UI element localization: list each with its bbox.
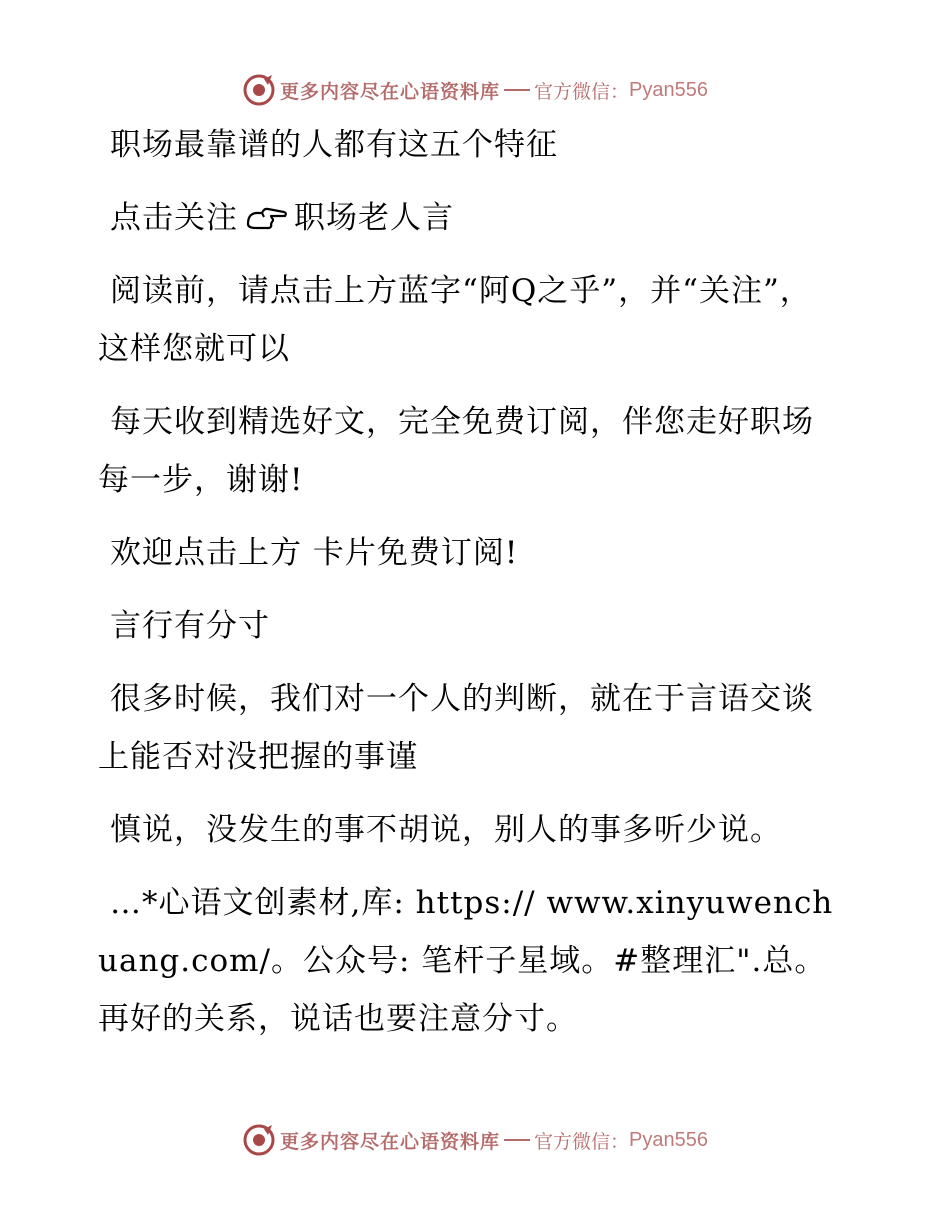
banner-text: 更多内容尽在心语资料库	[280, 1130, 501, 1153]
intro-paragraph-1: 阅读前，请点击上方蓝字“阿Q之乎”，并“关注”，这样您就可以	[98, 273, 812, 367]
follow-prefix: 点击关注	[110, 200, 238, 236]
body-paragraph-3: …*心语文创素材,库: https:// www.xinyuwenchuang.com/。公众号: 笔杆子星域。#整理汇".总。再好的关系，说话也要注意分寸。	[98, 885, 834, 1037]
banner-divider	[504, 1139, 530, 1141]
banner-wechat-id: Pyan556	[629, 78, 708, 101]
banner-label: 官方微信：	[534, 80, 630, 103]
intro-paragraph-3: 欢迎点击上方 卡片免费订阅!	[110, 535, 519, 571]
pointing-hand-icon	[244, 204, 288, 232]
section-heading: 言行有分寸	[110, 608, 270, 644]
document-body	[98, 116, 838, 1063]
banner-text: 更多内容尽在心语资料库	[280, 80, 501, 103]
header-banner	[0, 70, 950, 110]
intro-paragraph-2: 每天收到精选好文，完全免费订阅，伴您走好职场每一步，谢谢!	[98, 404, 814, 498]
follow-line	[98, 189, 838, 247]
follow-suffix: 职场老人言	[294, 200, 454, 236]
logo-icon	[242, 1123, 276, 1157]
footer-banner	[0, 1120, 950, 1160]
document-title: 职场最靠谱的人都有这五个特征	[110, 127, 558, 163]
banner-divider	[504, 89, 530, 91]
logo-icon	[242, 73, 276, 107]
banner-wechat-id: Pyan556	[629, 1128, 708, 1151]
body-paragraph-1: 很多时候，我们对一个人的判断，就在于言语交谈上能否对没把握的事谨	[98, 681, 814, 775]
banner-label: 官方微信：	[534, 1130, 630, 1153]
body-paragraph-2: 慎说，没发生的事不胡说，别人的事多听少说。	[110, 812, 782, 848]
